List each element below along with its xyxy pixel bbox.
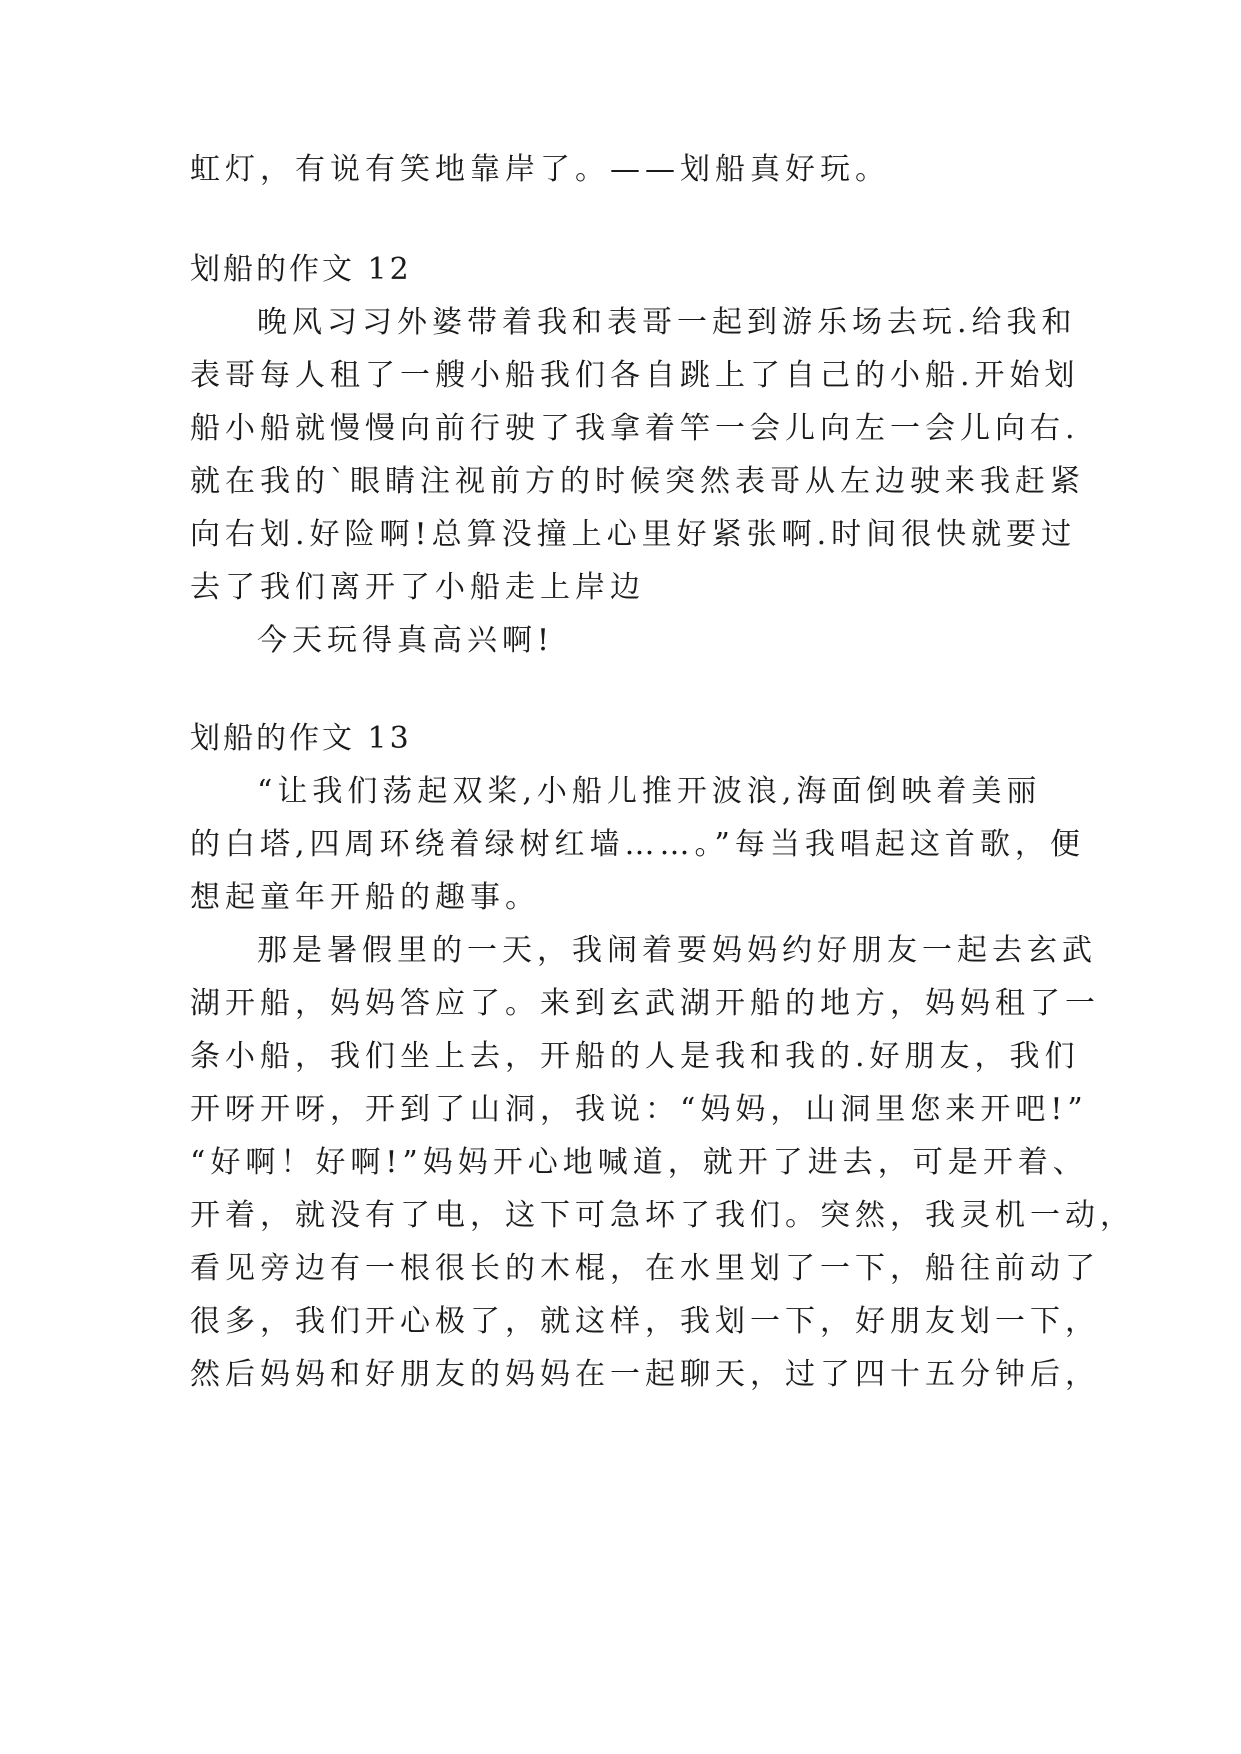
text-line: 虹灯，有说有笑地靠岸了。——划船真好玩。 xyxy=(190,152,890,187)
section-heading-13: 划船的作文 13 xyxy=(190,721,412,756)
text-line: “让我们荡起双桨,小船儿推开波浪,海面倒映着美丽 xyxy=(257,774,1042,809)
text-line: 开着，就没有了电，这下可急坏了我们。突然，我灵机一动， xyxy=(190,1198,1135,1233)
section-heading-12: 划船的作文 12 xyxy=(190,252,412,287)
text-line: 的白塔,四周环绕着绿树红墙……。”每当我唱起这首歌，便 xyxy=(190,827,1085,862)
text-line: 很多，我们开心极了，就这样，我划一下，好朋友划一下， xyxy=(190,1304,1100,1339)
text-line: 船小船就慢慢向前行驶了我拿着竿一会儿向左一会儿向右. xyxy=(190,411,1080,446)
text-line: 湖开船，妈妈答应了。来到玄武湖开船的地方，妈妈租了一 xyxy=(190,986,1100,1021)
text-line: 看见旁边有一根很长的木棍，在水里划了一下，船往前动了 xyxy=(190,1251,1100,1286)
text-line: 条小船，我们坐上去，开船的人是我和我的.好朋友，我们 xyxy=(190,1039,1080,1074)
text-line: 今天玩得真高兴啊! xyxy=(257,623,555,658)
text-line: 那是暑假里的一天，我闹着要妈妈约好朋友一起去玄武 xyxy=(257,933,1097,968)
text-line: 表哥每人租了一艘小船我们各自跳上了自己的小船.开始划 xyxy=(190,358,1080,393)
text-line: 去了我们离开了小船走上岸边 xyxy=(190,570,645,605)
text-line: 晚风习习外婆带着我和表哥一起到游乐场去玩.给我和 xyxy=(257,305,1077,340)
text-line: 然后妈妈和好朋友的妈妈在一起聊天，过了四十五分钟后， xyxy=(190,1357,1100,1392)
text-line: 想起童年开船的趣事。 xyxy=(190,880,540,915)
text-line: “好啊！好啊!”妈妈开心地喊道，就开了进去，可是开着、 xyxy=(190,1145,1088,1180)
text-line: 向右划.好险啊!总算没撞上心里好紧张啊.时间很快就要过 xyxy=(190,517,1077,552)
text-line: 开呀开呀，开到了山洞，我说：“妈妈，山洞里您来开吧!” xyxy=(190,1092,1088,1127)
text-line: 就在我的`眼睛注视前方的时候突然表哥从左边驶来我赶紧 xyxy=(190,464,1085,499)
